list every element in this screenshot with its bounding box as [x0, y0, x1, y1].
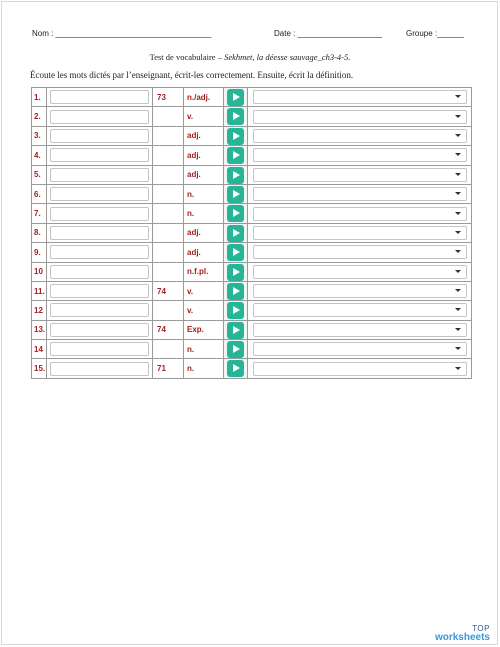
play-audio-icon[interactable]: [227, 108, 244, 125]
table-row: [32, 340, 472, 359]
word-input[interactable]: [50, 245, 149, 259]
table-row: [32, 184, 472, 203]
definition-cell: [248, 262, 472, 281]
word-category: n.f.pl.: [184, 262, 224, 281]
logo-top: TOP: [472, 624, 490, 633]
name-field-label: Nom : ___________________________________: [32, 29, 212, 38]
definition-dropdown[interactable]: [253, 342, 467, 356]
definition-dropdown[interactable]: [253, 148, 467, 162]
definition-cell: [248, 107, 472, 126]
word-cell: [47, 126, 153, 145]
definition-cell: [248, 340, 472, 359]
play-cell: [224, 243, 248, 262]
row-number: 4.: [32, 146, 47, 165]
play-audio-icon[interactable]: [227, 283, 244, 300]
definition-cell: [248, 126, 472, 145]
play-cell: [224, 107, 248, 126]
definition-cell: [248, 243, 472, 262]
word-category: n.: [184, 204, 224, 223]
play-audio-icon[interactable]: [227, 360, 244, 377]
word-input[interactable]: [50, 187, 149, 201]
table-row: [32, 126, 472, 145]
word-input[interactable]: [50, 323, 149, 337]
play-cell: [224, 359, 248, 378]
play-audio-icon[interactable]: [227, 341, 244, 358]
definition-dropdown[interactable]: [253, 265, 467, 279]
play-cell: [224, 340, 248, 359]
play-cell: [224, 165, 248, 184]
definition-dropdown[interactable]: [253, 110, 467, 124]
word-cell: [47, 320, 153, 339]
word-cell: [47, 146, 153, 165]
page-number: [153, 204, 184, 223]
play-audio-icon[interactable]: [227, 322, 244, 339]
play-cell: [224, 88, 248, 107]
row-number: 1.: [32, 88, 47, 107]
definition-cell: [248, 88, 472, 107]
word-input[interactable]: [50, 168, 149, 182]
definition-dropdown[interactable]: [253, 323, 467, 337]
word-category: adj.: [184, 146, 224, 165]
play-cell: [224, 204, 248, 223]
definition-dropdown[interactable]: [253, 187, 467, 201]
row-number: 10: [32, 262, 47, 281]
word-category: adj.: [184, 223, 224, 242]
title-italic: Sekhmet, la déesse sauvage_ch3-4-5.: [224, 52, 351, 62]
group-field-label: Groupe :______: [406, 29, 464, 38]
table-row: [32, 359, 472, 378]
word-cell: [47, 262, 153, 281]
row-number: 14: [32, 340, 47, 359]
play-audio-icon[interactable]: [227, 264, 244, 281]
word-category: v.: [184, 301, 224, 320]
word-cell: [47, 184, 153, 203]
definition-cell: [248, 146, 472, 165]
play-audio-icon[interactable]: [227, 167, 244, 184]
definition-dropdown[interactable]: [253, 245, 467, 259]
word-input[interactable]: [50, 342, 149, 356]
word-input[interactable]: [50, 265, 149, 279]
definition-dropdown[interactable]: [253, 226, 467, 240]
definition-dropdown[interactable]: [253, 207, 467, 221]
word-input[interactable]: [50, 148, 149, 162]
word-cell: [47, 88, 153, 107]
word-input[interactable]: [50, 110, 149, 124]
page-number: [153, 126, 184, 145]
row-number: 15.: [32, 359, 47, 378]
definition-cell: [248, 301, 472, 320]
page-number: [153, 340, 184, 359]
word-category: v.: [184, 107, 224, 126]
play-audio-icon[interactable]: [227, 244, 244, 261]
row-number: 9.: [32, 243, 47, 262]
table-row: [32, 107, 472, 126]
word-category: n.: [184, 340, 224, 359]
play-audio-icon[interactable]: [227, 186, 244, 203]
word-category: n.: [184, 184, 224, 203]
play-audio-icon[interactable]: [227, 89, 244, 106]
page-number: [153, 107, 184, 126]
instructions: Écoute les mots dictés par l’enseignant, écrit-les correctement. Ensuite, écrit la définition.: [30, 70, 354, 80]
title-prefix: Test de vocabulaire –: [149, 52, 225, 62]
play-cell: [224, 301, 248, 320]
play-cell: [224, 126, 248, 145]
word-cell: [47, 340, 153, 359]
page-title: [0, 52, 500, 62]
row-number: 6.: [32, 184, 47, 203]
date-field-label: Date : ___________________: [274, 29, 383, 38]
definition-cell: [248, 165, 472, 184]
vocabulary-table: [31, 87, 472, 379]
page-number: [153, 223, 184, 242]
definition-cell: [248, 204, 472, 223]
row-number: 11.: [32, 281, 47, 300]
play-audio-icon[interactable]: [227, 302, 244, 319]
page-number: 74: [153, 320, 184, 339]
word-category: adj.: [184, 126, 224, 145]
definition-cell: [248, 359, 472, 378]
page-number: 71: [153, 359, 184, 378]
play-cell: [224, 146, 248, 165]
definition-dropdown[interactable]: [253, 362, 467, 376]
table-row: [32, 223, 472, 242]
play-audio-icon[interactable]: [227, 128, 244, 145]
table-row: [32, 165, 472, 184]
word-cell: [47, 107, 153, 126]
row-number: 8.: [32, 223, 47, 242]
page-number: [153, 165, 184, 184]
definition-cell: [248, 281, 472, 300]
play-cell: [224, 184, 248, 203]
topworksheets-logo: [435, 624, 490, 642]
word-cell: [47, 165, 153, 184]
table-row: [32, 281, 472, 300]
row-number: 7.: [32, 204, 47, 223]
table-row: [32, 204, 472, 223]
definition-dropdown[interactable]: [253, 284, 467, 298]
table-row: [32, 262, 472, 281]
definition-dropdown[interactable]: [253, 129, 467, 143]
table-row: [32, 88, 472, 107]
logo-worksheets: worksheets: [434, 632, 490, 643]
word-cell: [47, 223, 153, 242]
word-input[interactable]: [50, 303, 149, 317]
page-number: [153, 262, 184, 281]
word-cell: [47, 204, 153, 223]
word-cell: [47, 281, 153, 300]
play-audio-icon[interactable]: [227, 147, 244, 164]
table-row: [32, 243, 472, 262]
word-input[interactable]: [50, 362, 149, 376]
play-cell: [224, 223, 248, 242]
page-number: 74: [153, 281, 184, 300]
word-cell: [47, 359, 153, 378]
page-number: [153, 301, 184, 320]
table-row: [32, 146, 472, 165]
table-row: [32, 301, 472, 320]
row-number: 13.: [32, 320, 47, 339]
word-category: v.: [184, 281, 224, 300]
play-cell: [224, 320, 248, 339]
word-input[interactable]: [50, 90, 149, 104]
definition-cell: [248, 320, 472, 339]
page-number: [153, 243, 184, 262]
page-number: [153, 146, 184, 165]
word-input[interactable]: [50, 226, 149, 240]
word-input[interactable]: [50, 129, 149, 143]
word-category: n.: [184, 359, 224, 378]
play-audio-icon[interactable]: [227, 205, 244, 222]
definition-dropdown[interactable]: [253, 303, 467, 317]
play-cell: [224, 281, 248, 300]
word-cell: [47, 301, 153, 320]
page-number: [153, 184, 184, 203]
definition-cell: [248, 223, 472, 242]
word-category: adj.: [184, 243, 224, 262]
word-input[interactable]: [50, 284, 149, 298]
page-number: 73: [153, 88, 184, 107]
row-number: 5.: [32, 165, 47, 184]
row-number: 12: [32, 301, 47, 320]
row-number: 2.: [32, 107, 47, 126]
word-input[interactable]: [50, 207, 149, 221]
definition-dropdown[interactable]: [253, 90, 467, 104]
table-row: [32, 320, 472, 339]
play-cell: [224, 262, 248, 281]
definition-cell: [248, 184, 472, 203]
play-audio-icon[interactable]: [227, 225, 244, 242]
word-category: n./adj.: [184, 88, 224, 107]
definition-dropdown[interactable]: [253, 168, 467, 182]
row-number: 3.: [32, 126, 47, 145]
word-category: Exp.: [184, 320, 224, 339]
word-category: adj.: [184, 165, 224, 184]
word-cell: [47, 243, 153, 262]
